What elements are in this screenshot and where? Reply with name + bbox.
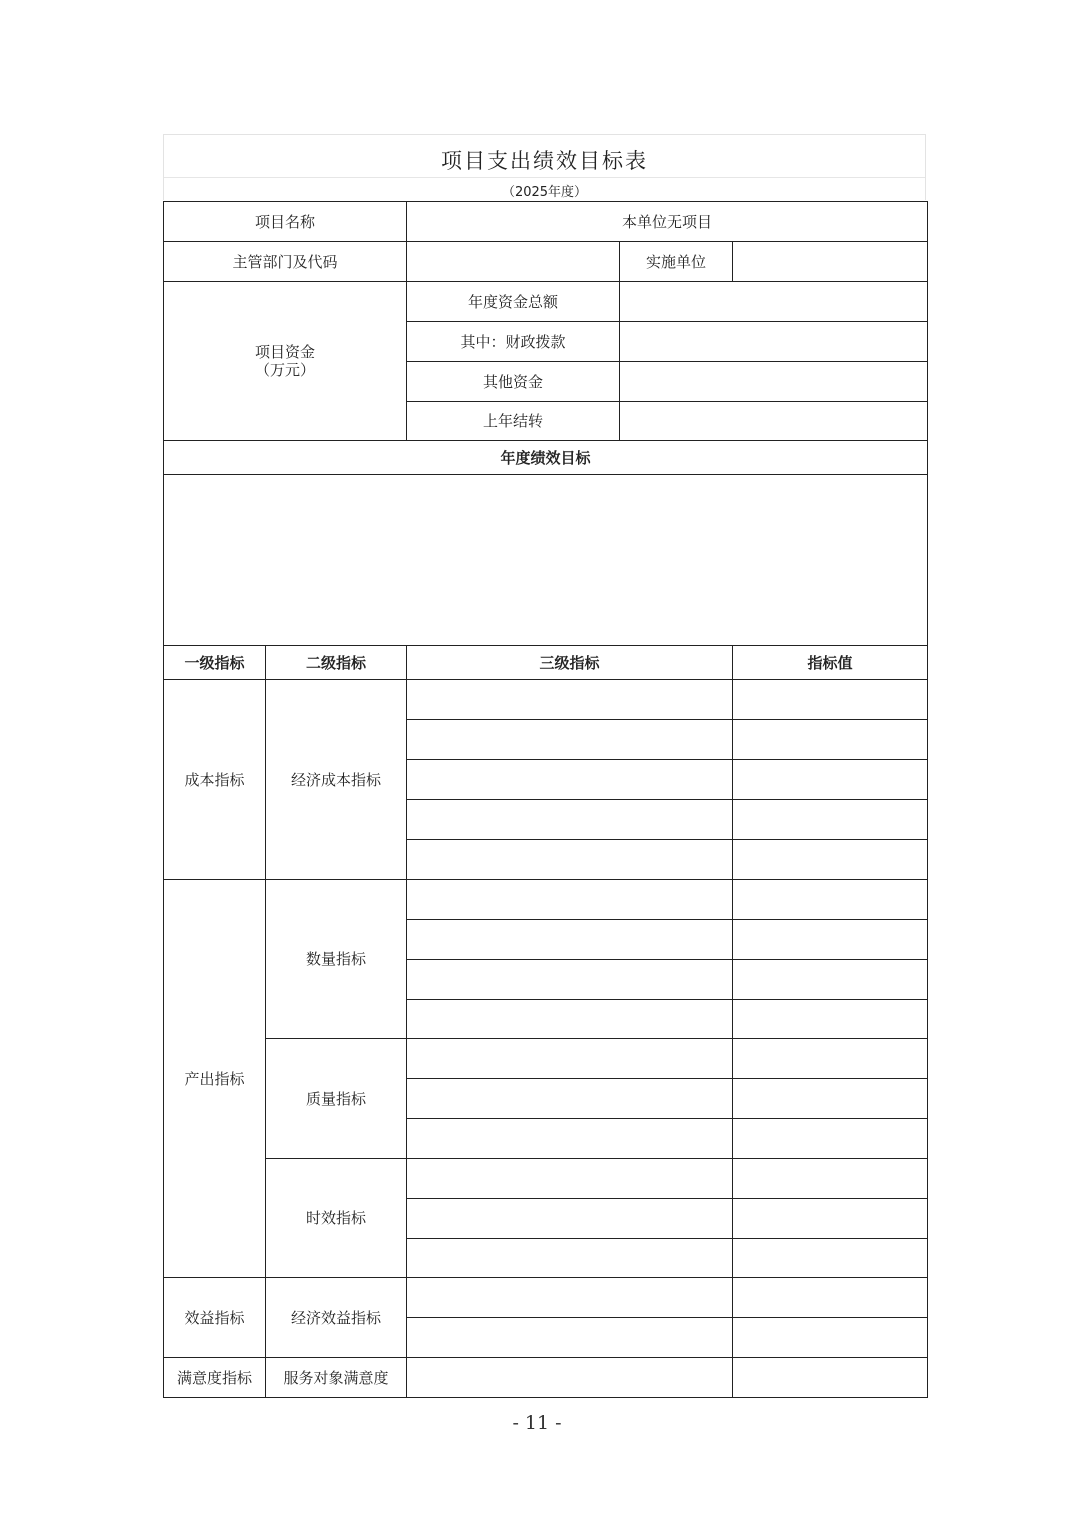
value-cell: [733, 840, 928, 880]
fund-row-label: 年度资金总额: [407, 282, 620, 322]
value-cell: [733, 1239, 928, 1278]
column-header: 指标值: [733, 646, 928, 680]
row-annual-goal-content: [164, 475, 928, 646]
value-cell: [733, 1119, 928, 1159]
annual-goal-content-cell: [164, 475, 928, 646]
level3-cell: [407, 1278, 733, 1318]
value-cell: [733, 1199, 928, 1239]
fund-row-value-cell: [620, 322, 928, 362]
level2-cell: 服务对象满意度: [266, 1358, 407, 1398]
page-title: 项目支出绩效目标表: [441, 149, 648, 173]
value-cell: [733, 960, 928, 1000]
page-subtitle: （2025年度）: [501, 185, 588, 200]
value-cell: [733, 680, 928, 720]
page-number: - 11 -: [512, 1412, 562, 1434]
level3-cell: [407, 1318, 733, 1358]
level1-cell: 成本指标: [164, 680, 266, 880]
row-fund-total: [164, 282, 928, 322]
fund-label-line1: 项目资金: [255, 343, 316, 361]
value-cell: [733, 1039, 928, 1079]
level3-cell: [407, 680, 733, 720]
level2-cell: 数量指标: [266, 880, 407, 1039]
title-box: [163, 134, 926, 200]
table-row: [164, 1159, 928, 1199]
value-cell: [733, 1358, 928, 1398]
table-row: [164, 680, 928, 720]
fund-label-cell: [164, 282, 407, 441]
value-cell: [733, 1079, 928, 1119]
row-department: [164, 242, 928, 282]
value-cell: [733, 1318, 928, 1358]
column-header: 二级指标: [266, 646, 407, 680]
project-name-value: 本单位无项目: [407, 202, 928, 242]
column-header: 一级指标: [164, 646, 266, 680]
title-divider: [164, 177, 925, 178]
level3-cell: [407, 760, 733, 800]
level1-cell: 产出指标: [164, 880, 266, 1278]
fund-row-label: 上年结转: [407, 402, 620, 441]
value-cell: [733, 720, 928, 760]
level3-cell: [407, 1119, 733, 1159]
level3-cell: [407, 1000, 733, 1039]
level3-cell: [407, 720, 733, 760]
dept-value-cell: [407, 242, 620, 282]
level2-cell: 时效指标: [266, 1159, 407, 1278]
level3-cell: [407, 1039, 733, 1079]
fund-label-line2: （万元）: [255, 361, 316, 379]
level3-cell: [407, 1199, 733, 1239]
level1-cell: 效益指标: [164, 1278, 266, 1358]
level3-cell: [407, 1239, 733, 1278]
column-header: 三级指标: [407, 646, 733, 680]
level3-cell: [407, 920, 733, 960]
value-cell: [733, 1159, 928, 1199]
level3-cell: [407, 1159, 733, 1199]
level3-cell: [407, 840, 733, 880]
table-row: [164, 1358, 928, 1398]
value-cell: [733, 800, 928, 840]
row-project-name: [164, 202, 928, 242]
fund-row-label: 其他资金: [407, 362, 620, 402]
level2-cell: 经济成本指标: [266, 680, 407, 880]
table-row: [164, 880, 928, 920]
level3-cell: [407, 960, 733, 1000]
level2-cell: 经济效益指标: [266, 1278, 407, 1358]
row-indicator-header: [164, 646, 928, 680]
impl-unit-value-cell: [733, 242, 928, 282]
impl-unit-label: 实施单位: [620, 242, 733, 282]
fund-row-label: 其中：财政拨款: [407, 322, 620, 362]
fund-row-value-cell: [620, 362, 928, 402]
level3-cell: [407, 1358, 733, 1398]
annual-goal-label: 年度绩效目标: [164, 441, 928, 475]
table-row: [164, 1278, 928, 1318]
project-name-label: 项目名称: [164, 202, 407, 242]
fund-row-value-cell: [620, 282, 928, 322]
dept-label: 主管部门及代码: [164, 242, 407, 282]
table-row: [164, 1039, 928, 1079]
value-cell: [733, 880, 928, 920]
value-cell: [733, 920, 928, 960]
level3-cell: [407, 1079, 733, 1119]
level2-cell: 质量指标: [266, 1039, 407, 1159]
level3-cell: [407, 800, 733, 840]
performance-goal-table: [163, 201, 928, 1398]
level1-cell: 满意度指标: [164, 1358, 266, 1398]
fund-row-value-cell: [620, 402, 928, 441]
value-cell: [733, 1000, 928, 1039]
value-cell: [733, 1278, 928, 1318]
level3-cell: [407, 880, 733, 920]
row-annual-goal-header: [164, 441, 928, 475]
value-cell: [733, 760, 928, 800]
